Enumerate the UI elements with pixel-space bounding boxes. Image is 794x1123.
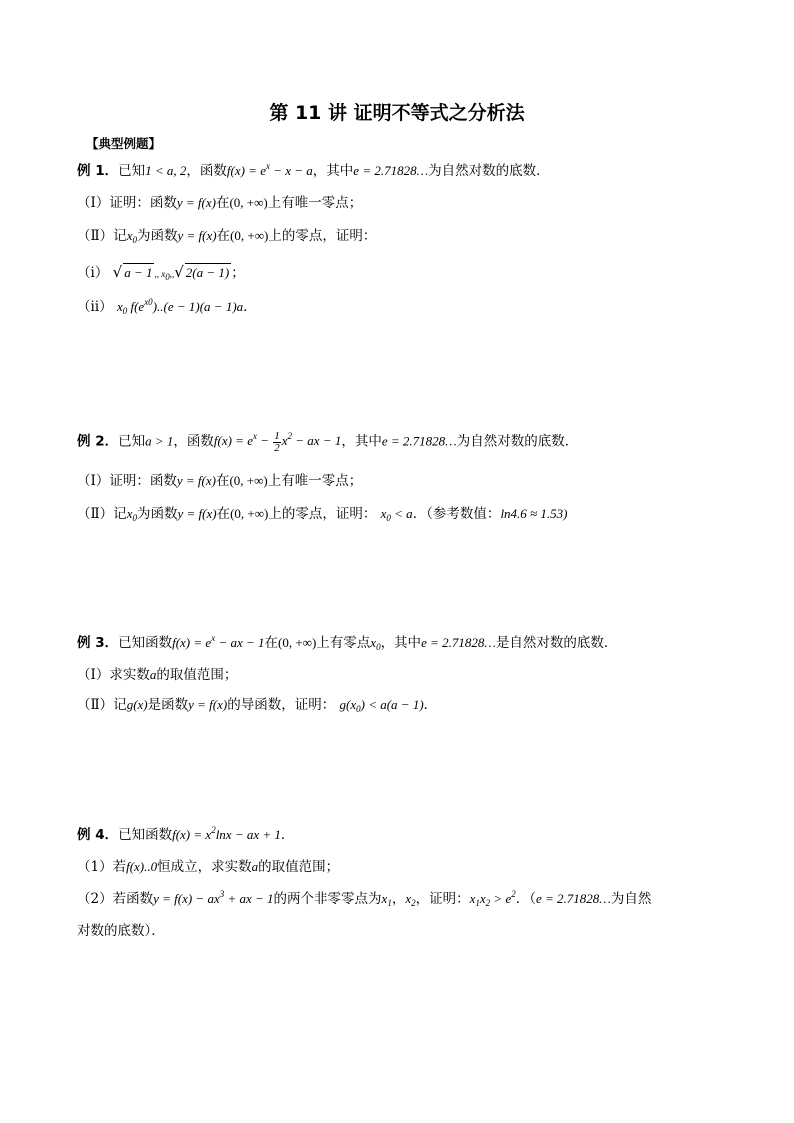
text: ， (391, 891, 406, 907)
math: (0, +∞) (230, 228, 269, 243)
example-3-part-2 (77, 696, 437, 714)
math: y = f(x) (176, 195, 216, 210)
example-3-label: 例 3． (77, 635, 119, 651)
condition: a > 1 (145, 433, 174, 449)
text: 恒成立，求实数 (157, 859, 252, 875)
subscript: 1 (475, 898, 480, 908)
math: ) < a(a − 1) (360, 697, 424, 712)
condition: 1 < a, 2 (145, 163, 187, 178)
math: (0, +∞) (278, 635, 317, 650)
example-1-part-2 (77, 227, 376, 245)
text: ． (280, 827, 295, 843)
math: a (251, 859, 259, 874)
text: 为自然对数的底数． (456, 433, 579, 450)
text: （Ⅰ）证明：函数 (77, 195, 177, 211)
fraction (273, 431, 281, 454)
example-4-statement (77, 826, 294, 844)
math: f(x) = e (172, 635, 212, 650)
math: y = f(x) − ax (153, 891, 220, 906)
text: 上有零点 (316, 635, 371, 651)
superscript: 2 (211, 825, 216, 835)
example-2-statement (77, 431, 578, 454)
math: f(x) = e (226, 163, 266, 178)
math: x (469, 891, 476, 906)
example-4-part-2-continued (77, 922, 165, 940)
text: ． (243, 299, 257, 315)
math: y = f(x) (176, 473, 216, 488)
numerator: 1 (274, 430, 280, 442)
text: 上的零点，证明： (268, 506, 377, 522)
math: (0, +∞) (229, 473, 268, 488)
page-title: 第 11 讲 证明不等式之分析法 (269, 102, 525, 124)
subscript: 0 (376, 642, 381, 652)
text: 在 (216, 506, 231, 522)
euler-constant: e = 2.71828… (381, 433, 457, 449)
math: > e (490, 891, 512, 906)
math: lnx − ax + 1 (215, 827, 281, 842)
math (370, 635, 380, 650)
example-1-part-ii (77, 298, 257, 316)
math: x (381, 891, 388, 906)
text: ，函数 (173, 433, 214, 450)
math: x (116, 299, 123, 314)
math: ,, (169, 269, 175, 279)
text: （Ⅰ）求实数 (77, 667, 150, 683)
text: 已知 (118, 433, 146, 450)
math: y = f(x) (177, 506, 217, 521)
math: g(x (339, 697, 357, 712)
math (382, 891, 392, 906)
text: （Ⅱ）记 (77, 506, 127, 522)
text: 的取值范围； (258, 859, 340, 875)
subscript: 1 (387, 898, 392, 908)
inequality (470, 891, 516, 906)
text: ，函数 (186, 163, 227, 179)
superscript: x (265, 161, 270, 171)
math: (0, +∞) (230, 506, 269, 521)
text: 上有唯一零点； (267, 195, 363, 211)
text: （ⅰ） (77, 265, 109, 281)
superscript: x (211, 633, 216, 643)
text: 在 (215, 195, 230, 211)
text: ； (231, 265, 245, 281)
radicand: 2(a − 1) (185, 265, 230, 280)
math: x (370, 635, 377, 650)
text: 的导函数，证明： (227, 697, 336, 713)
text: 的取值范围； (156, 667, 238, 683)
subscript: 2 (485, 898, 491, 908)
superscript: x (252, 431, 257, 442)
math: x (380, 506, 387, 521)
text: 在 (216, 228, 231, 244)
math: f(e (130, 299, 145, 314)
text: ，其中 (380, 635, 422, 651)
inequality (113, 265, 232, 280)
euler-constant: e = 2.71828… (353, 163, 429, 178)
example-2-part-2 (77, 505, 568, 523)
example-3-part-1 (77, 666, 237, 684)
text: 的两个非零零点为 (273, 891, 382, 907)
text: ．（参考数值： (412, 506, 501, 522)
text: 已知函数 (118, 635, 173, 651)
example-4-part-2 (77, 890, 651, 908)
subscript: 0 (356, 704, 361, 714)
text: （ⅱ） (77, 299, 113, 315)
text: （Ⅱ）记 (77, 697, 127, 713)
math: < a (390, 506, 413, 521)
math: − x − a (269, 163, 313, 178)
text: 已知函数 (118, 827, 173, 843)
text: 上有唯一零点； (267, 473, 363, 489)
text: ．（ (515, 891, 536, 907)
text: 是自然对数的底数． (495, 635, 618, 651)
math (127, 228, 137, 243)
function-def (213, 430, 342, 454)
math: f(x) = e (213, 433, 253, 449)
sqrt-icon: √ (174, 263, 184, 281)
math: g(x) (126, 697, 148, 712)
text: 是函数 (147, 697, 189, 713)
text: （Ⅱ）记 (77, 228, 127, 244)
text: 在 (215, 473, 230, 489)
math: − ax − 1 (292, 433, 342, 449)
example-4-part-1 (77, 858, 339, 876)
math: f(x) = x (172, 827, 212, 842)
math (127, 506, 137, 521)
math: x (405, 891, 412, 906)
inequality (340, 697, 424, 712)
math: y = f(x) (188, 697, 228, 712)
math: (0, +∞) (229, 195, 268, 210)
example-2-part-1 (77, 472, 362, 490)
math (405, 891, 415, 906)
math: a (149, 667, 157, 682)
example-1-statement (77, 162, 550, 180)
example-1-label: 例 1． (77, 163, 119, 179)
text: 为函数 (136, 506, 178, 522)
math: y = f(x) (177, 228, 217, 243)
section-heading: 【典型例题】 (86, 136, 162, 151)
math: − (256, 433, 273, 449)
text: 上的零点，证明： (268, 228, 377, 244)
subscript: 0 (132, 513, 137, 523)
text: ，其中 (312, 163, 354, 179)
inequality (381, 506, 413, 521)
math: x (126, 228, 133, 243)
subscript: 0 (386, 513, 391, 523)
function-def (172, 635, 264, 650)
math: ,, x (154, 269, 166, 279)
function-def (227, 163, 313, 178)
text: 为自然对数的底数． (428, 163, 550, 179)
text: （1）若 (77, 859, 127, 875)
text: 已知 (118, 163, 146, 179)
text: ，证明： (415, 891, 470, 907)
text: 在 (264, 635, 279, 651)
denominator: 2 (274, 442, 280, 454)
superscript: 2 (287, 431, 293, 442)
function-def (172, 827, 281, 842)
example-3-statement (77, 634, 617, 652)
inequality (117, 299, 243, 314)
subscript: 0 (165, 272, 170, 282)
subscript: 0 (132, 235, 137, 245)
math: − ax − 1 (215, 635, 265, 650)
example-1-part-i (77, 263, 245, 283)
math: + ax − 1 (224, 891, 274, 906)
math: )..(e − 1)(a − 1)a (152, 299, 244, 314)
text: 为函数 (136, 228, 178, 244)
subscript: 2 (411, 898, 416, 908)
superscript: 2 (511, 889, 516, 899)
subscript: 0 (122, 306, 128, 316)
example-2-label: 例 2． (77, 433, 119, 450)
example-1-part-1 (77, 194, 362, 212)
math: x (126, 506, 133, 521)
euler-constant: e = 2.71828… (535, 891, 611, 906)
sqrt-icon: √ (112, 263, 123, 281)
text: （2）若函数 (77, 891, 154, 907)
text: ，其中 (341, 433, 382, 450)
example-4-label: 例 4． (77, 827, 119, 843)
text: 对数的底数）． (77, 923, 165, 939)
function-def (153, 891, 273, 906)
math: x (281, 433, 288, 449)
superscript: 3 (219, 889, 225, 899)
radicand: a − 1 (124, 265, 153, 280)
text: （Ⅰ）证明：函数 (77, 473, 177, 489)
text: ． (423, 697, 438, 713)
text: 为自然 (610, 891, 652, 907)
euler-constant: e = 2.71828… (421, 635, 496, 650)
math: ln4.6 ≈ 1.53) (500, 506, 568, 521)
superscript: x0 (144, 297, 153, 307)
math: f(x)..0 (126, 859, 158, 874)
math: x (479, 891, 486, 906)
